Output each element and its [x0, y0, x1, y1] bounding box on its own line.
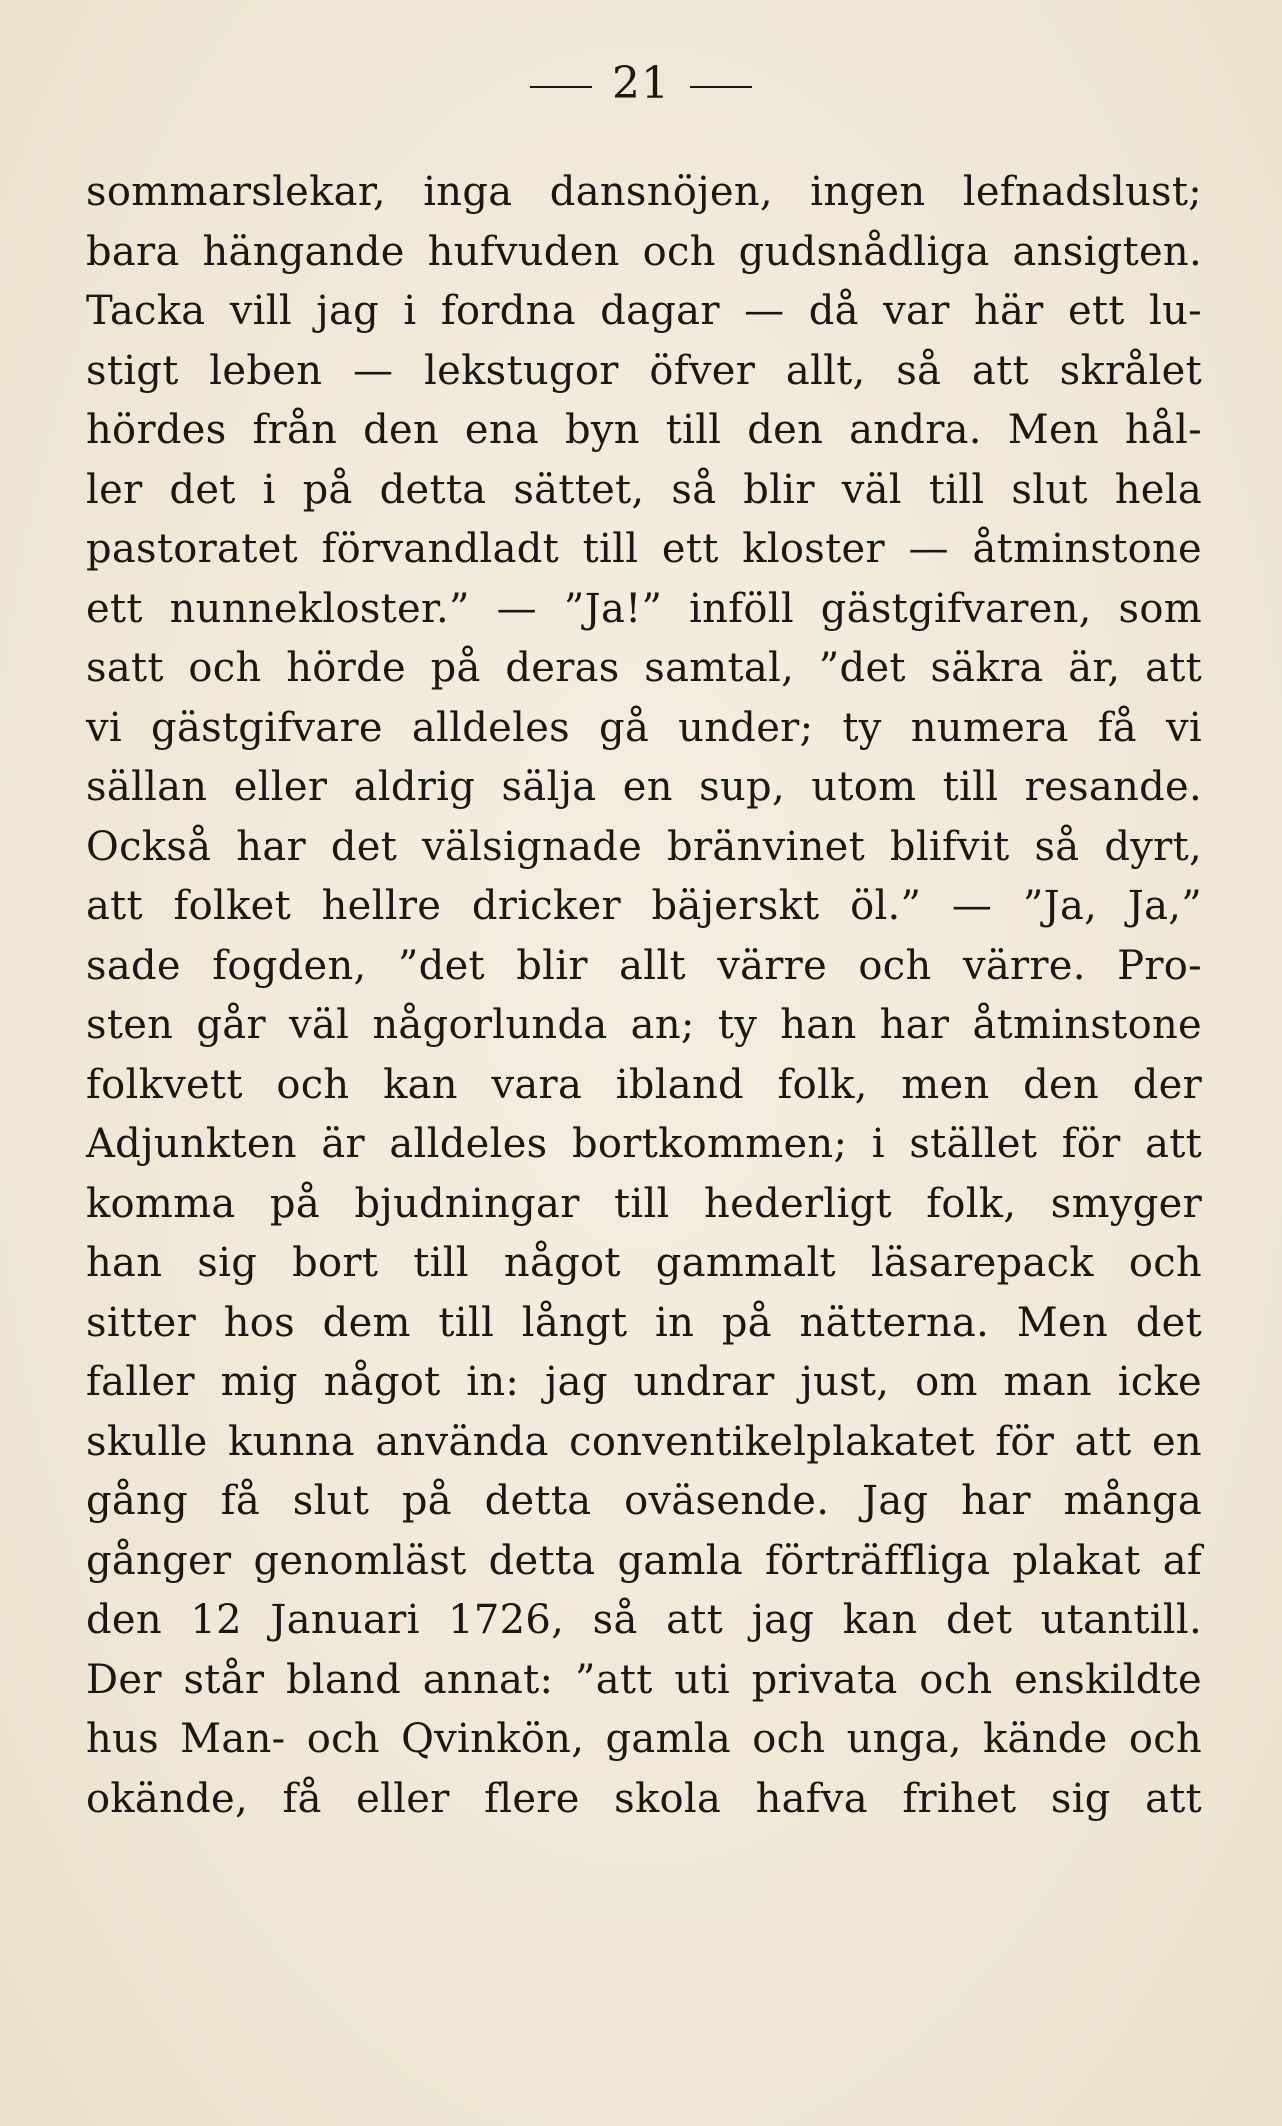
text-line: hus Man- och Qvinkön, gamla och unga, kände och [86, 1716, 1202, 1762]
text-line: faller mig något in: jag undrar just, om man icke [86, 1359, 1202, 1405]
text-line: han sig bort till något gammalt läsarepack och [86, 1240, 1202, 1286]
text-line: okände, få eller flere skola hafva frihet sig att [86, 1775, 1202, 1822]
page-number-header [0, 58, 1282, 109]
text-line: Tacka vill jag i fordna dagar — då var här ett lu- [86, 288, 1202, 334]
text-line: sade fogden, ”det blir allt värre och värre. Pro- [86, 942, 1202, 989]
body-text [86, 163, 1202, 1829]
page-number: 21 [612, 58, 670, 109]
text-line: stigt leben — lekstugor öfver allt, så att skrålet [86, 347, 1202, 394]
text-line: vi gästgifvare alldeles gå under; ty numera få vi [86, 704, 1202, 751]
text-line: Också har det välsignade bränvinet blifvit så dyrt, [86, 823, 1202, 870]
text-line: folkvett och kan vara ibland folk, men den der [86, 1061, 1202, 1108]
right-dash [690, 86, 752, 88]
text-line: Adjunkten är alldeles bortkommen; i stället för att [86, 1121, 1202, 1167]
text-line: den 12 Januari 1726, så att jag kan det utantill. [86, 1597, 1202, 1643]
text-line: satt och hörde på deras samtal, ”det säkra är, att [86, 645, 1202, 691]
text-line: att folket hellre dricker bäjerskt öl.” — ”Ja, Ja,” [86, 883, 1202, 929]
left-dash [530, 86, 592, 88]
text-line: hördes från den ena byn till den andra. Men hål- [86, 407, 1202, 453]
text-line: sitter hos dem till långt in på nätterna. Men det [86, 1299, 1202, 1346]
text-line: komma på bjudningar till hederligt folk, smyger [86, 1180, 1202, 1227]
text-line: sten går väl någorlunda an; ty han har åtminstone [86, 1002, 1202, 1048]
text-line: bara hängande hufvuden och gudsnådliga ansigten. [86, 228, 1202, 275]
text-line: gång få slut på detta oväsende. Jag har många [86, 1478, 1202, 1524]
text-line: sommarslekar, inga dansnöjen, ingen lefnadslust; [86, 169, 1202, 215]
text-line: pastoratet förvandladt till ett kloster — åtminstone [86, 526, 1202, 572]
text-line: gånger genomläst detta gamla förträffliga plakat af [86, 1537, 1202, 1584]
text-line: sällan eller aldrig sälja en sup, utom till resande. [86, 764, 1202, 810]
text-line: Der står bland annat: ”att uti privata och enskildte [86, 1656, 1202, 1703]
text-line: skulle kunna använda conventikelplakatet för att en [86, 1418, 1202, 1465]
text-line: ler det i på detta sättet, så blir väl till slut hela [86, 466, 1202, 513]
text-line: ett nunnekloster.” — ”Ja!” inföll gästgifvaren, som [86, 585, 1202, 632]
